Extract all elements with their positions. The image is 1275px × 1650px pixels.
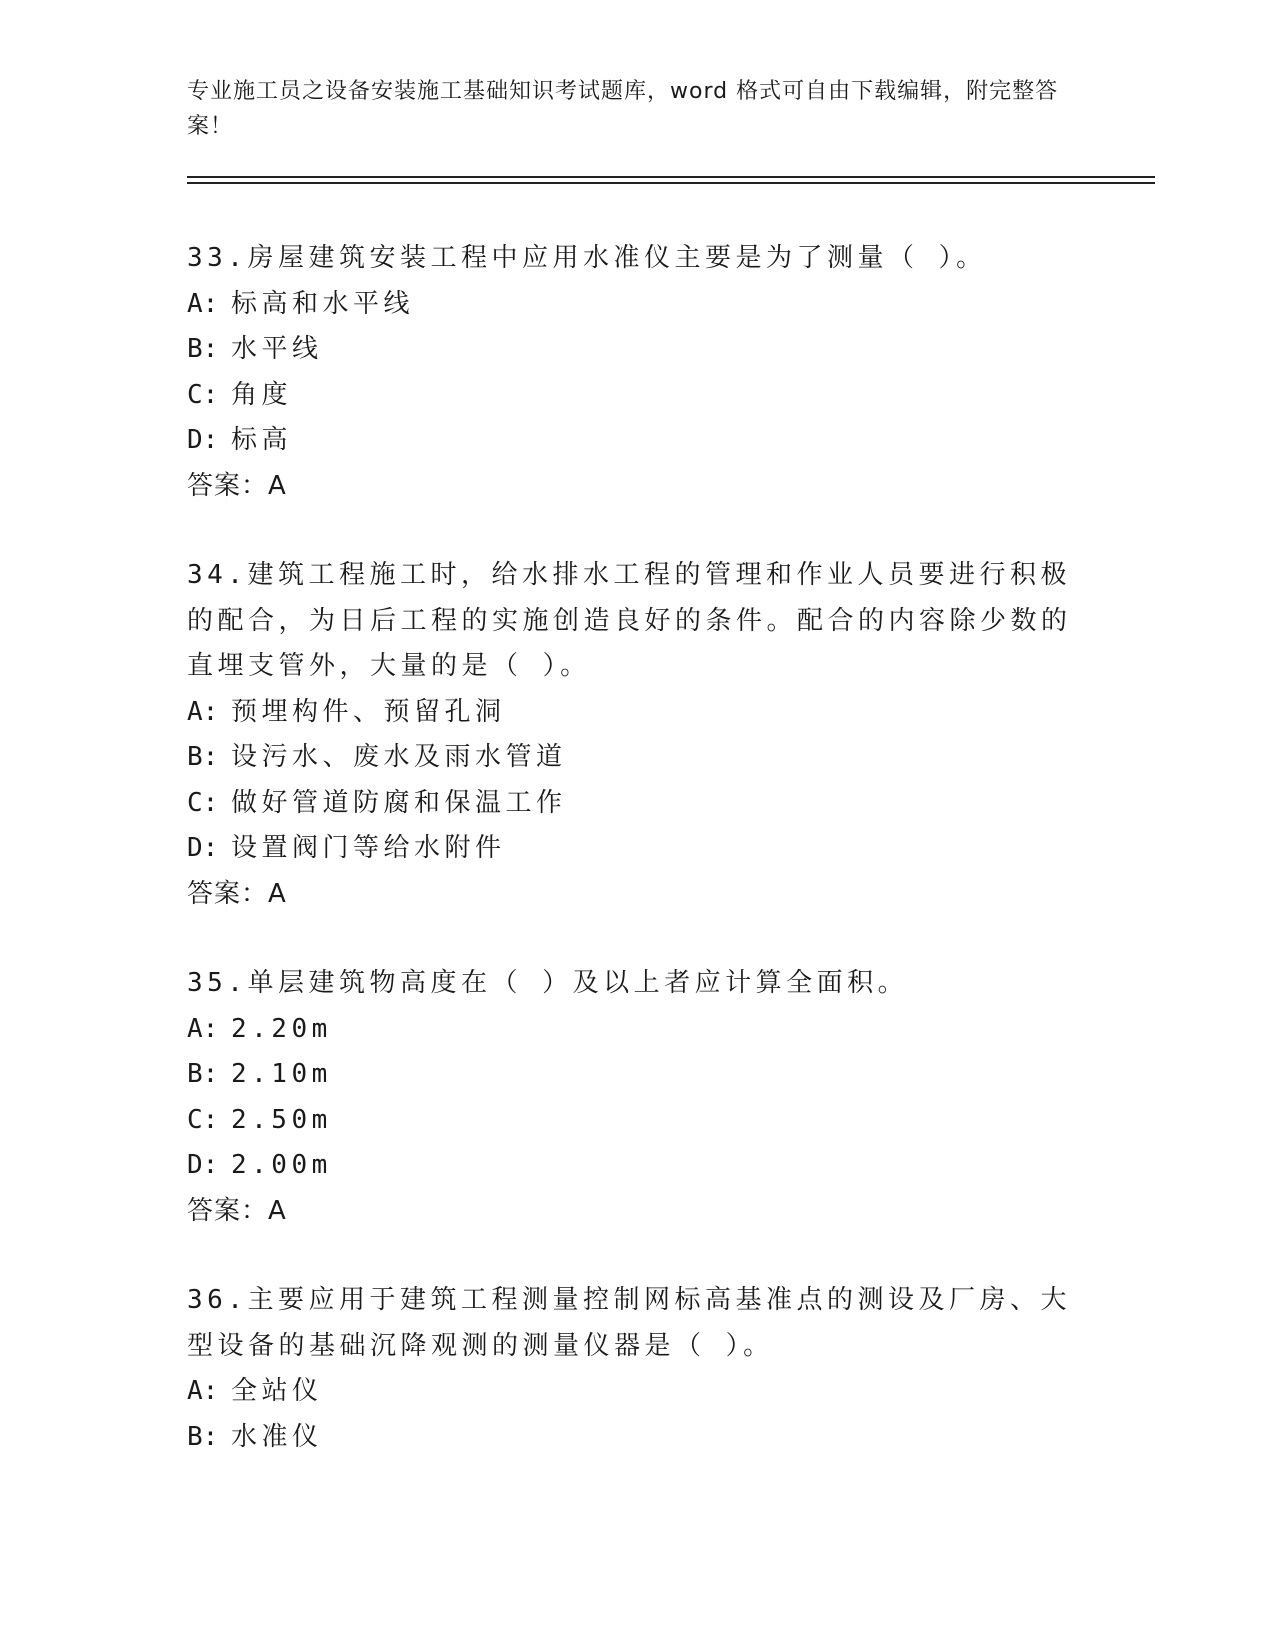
option-text: 2.10m bbox=[231, 1059, 332, 1089]
option-b bbox=[187, 1052, 1087, 1098]
question-stem: 35.单层建筑物高度在（ ）及以上者应计算全面积。 bbox=[187, 968, 909, 998]
option-a bbox=[187, 1369, 1087, 1415]
option-c bbox=[187, 1098, 1087, 1144]
option-letter: C: bbox=[187, 787, 219, 818]
answer-line: 答案：A bbox=[187, 470, 287, 501]
option-b bbox=[187, 327, 1087, 373]
option-a bbox=[187, 282, 1087, 328]
answer-line: 答案：A bbox=[187, 1195, 287, 1226]
option-c bbox=[187, 373, 1087, 419]
option-a bbox=[187, 1007, 1087, 1053]
option-text: 角度 bbox=[231, 379, 293, 410]
header-rule-bottom bbox=[187, 182, 1155, 184]
option-b bbox=[187, 735, 1087, 781]
question-36 bbox=[187, 1278, 1087, 1460]
option-letter: B: bbox=[187, 334, 219, 364]
option-text: 标高和水平线 bbox=[231, 288, 415, 319]
option-text: 2.20m bbox=[231, 1013, 332, 1044]
option-letter: D: bbox=[187, 833, 219, 863]
question-33 bbox=[187, 236, 1087, 509]
option-text: 水准仪 bbox=[231, 1421, 323, 1452]
option-text: 预埋构件、预留孔洞 bbox=[231, 696, 506, 727]
question-34 bbox=[187, 553, 1087, 917]
question-list bbox=[187, 236, 1087, 1504]
option-text: 2.50m bbox=[231, 1104, 332, 1135]
option-text: 水平线 bbox=[231, 334, 323, 364]
option-text: 设污水、废水及雨水管道 bbox=[231, 742, 567, 772]
option-d bbox=[187, 418, 1087, 464]
option-text: 做好管道防腐和保温工作 bbox=[231, 787, 567, 818]
option-letter: C: bbox=[187, 1104, 219, 1135]
header-rule-top bbox=[187, 176, 1155, 178]
option-letter: A: bbox=[187, 696, 219, 727]
option-letter: B: bbox=[187, 1059, 219, 1089]
option-a bbox=[187, 690, 1087, 736]
option-letter: A: bbox=[187, 288, 219, 319]
option-letter: B: bbox=[187, 1421, 219, 1452]
option-text: 设置阀门等给水附件 bbox=[231, 833, 506, 863]
question-stem: 34.建筑工程施工时，给水排水工程的管理和作业人员要进行积极的配合，为日后工程的实施创造良好的条件。配合的内容除少数的直埋支管外，大量的是（ ）。 bbox=[187, 560, 1072, 681]
option-d bbox=[187, 826, 1087, 872]
answer-line: 答案：A bbox=[187, 878, 287, 909]
option-d bbox=[187, 1143, 1087, 1189]
option-c bbox=[187, 781, 1087, 827]
option-letter: D: bbox=[187, 1150, 219, 1180]
option-text: 全站仪 bbox=[231, 1376, 323, 1406]
option-letter: A: bbox=[187, 1376, 219, 1406]
option-letter: D: bbox=[187, 425, 219, 455]
option-text: 2.00m bbox=[231, 1150, 332, 1180]
option-letter: B: bbox=[187, 742, 219, 772]
document-header: 专业施工员之设备安装施工基础知识考试题库，word 格式可自由下载编辑，附完整答案！ bbox=[187, 79, 1059, 139]
option-letter: C: bbox=[187, 379, 219, 410]
question-stem: 36.主要应用于建筑工程测量控制网标高基准点的测设及厂房、大型设备的基础沉降观测的测量仪器是（ ）。 bbox=[187, 1285, 1071, 1361]
option-letter: A: bbox=[187, 1013, 219, 1044]
option-text: 标高 bbox=[231, 425, 293, 455]
question-stem: 33.房屋建筑安装工程中应用水准仪主要是为了测量（ ）。 bbox=[187, 243, 987, 273]
option-b bbox=[187, 1415, 1087, 1461]
question-35 bbox=[187, 961, 1087, 1234]
